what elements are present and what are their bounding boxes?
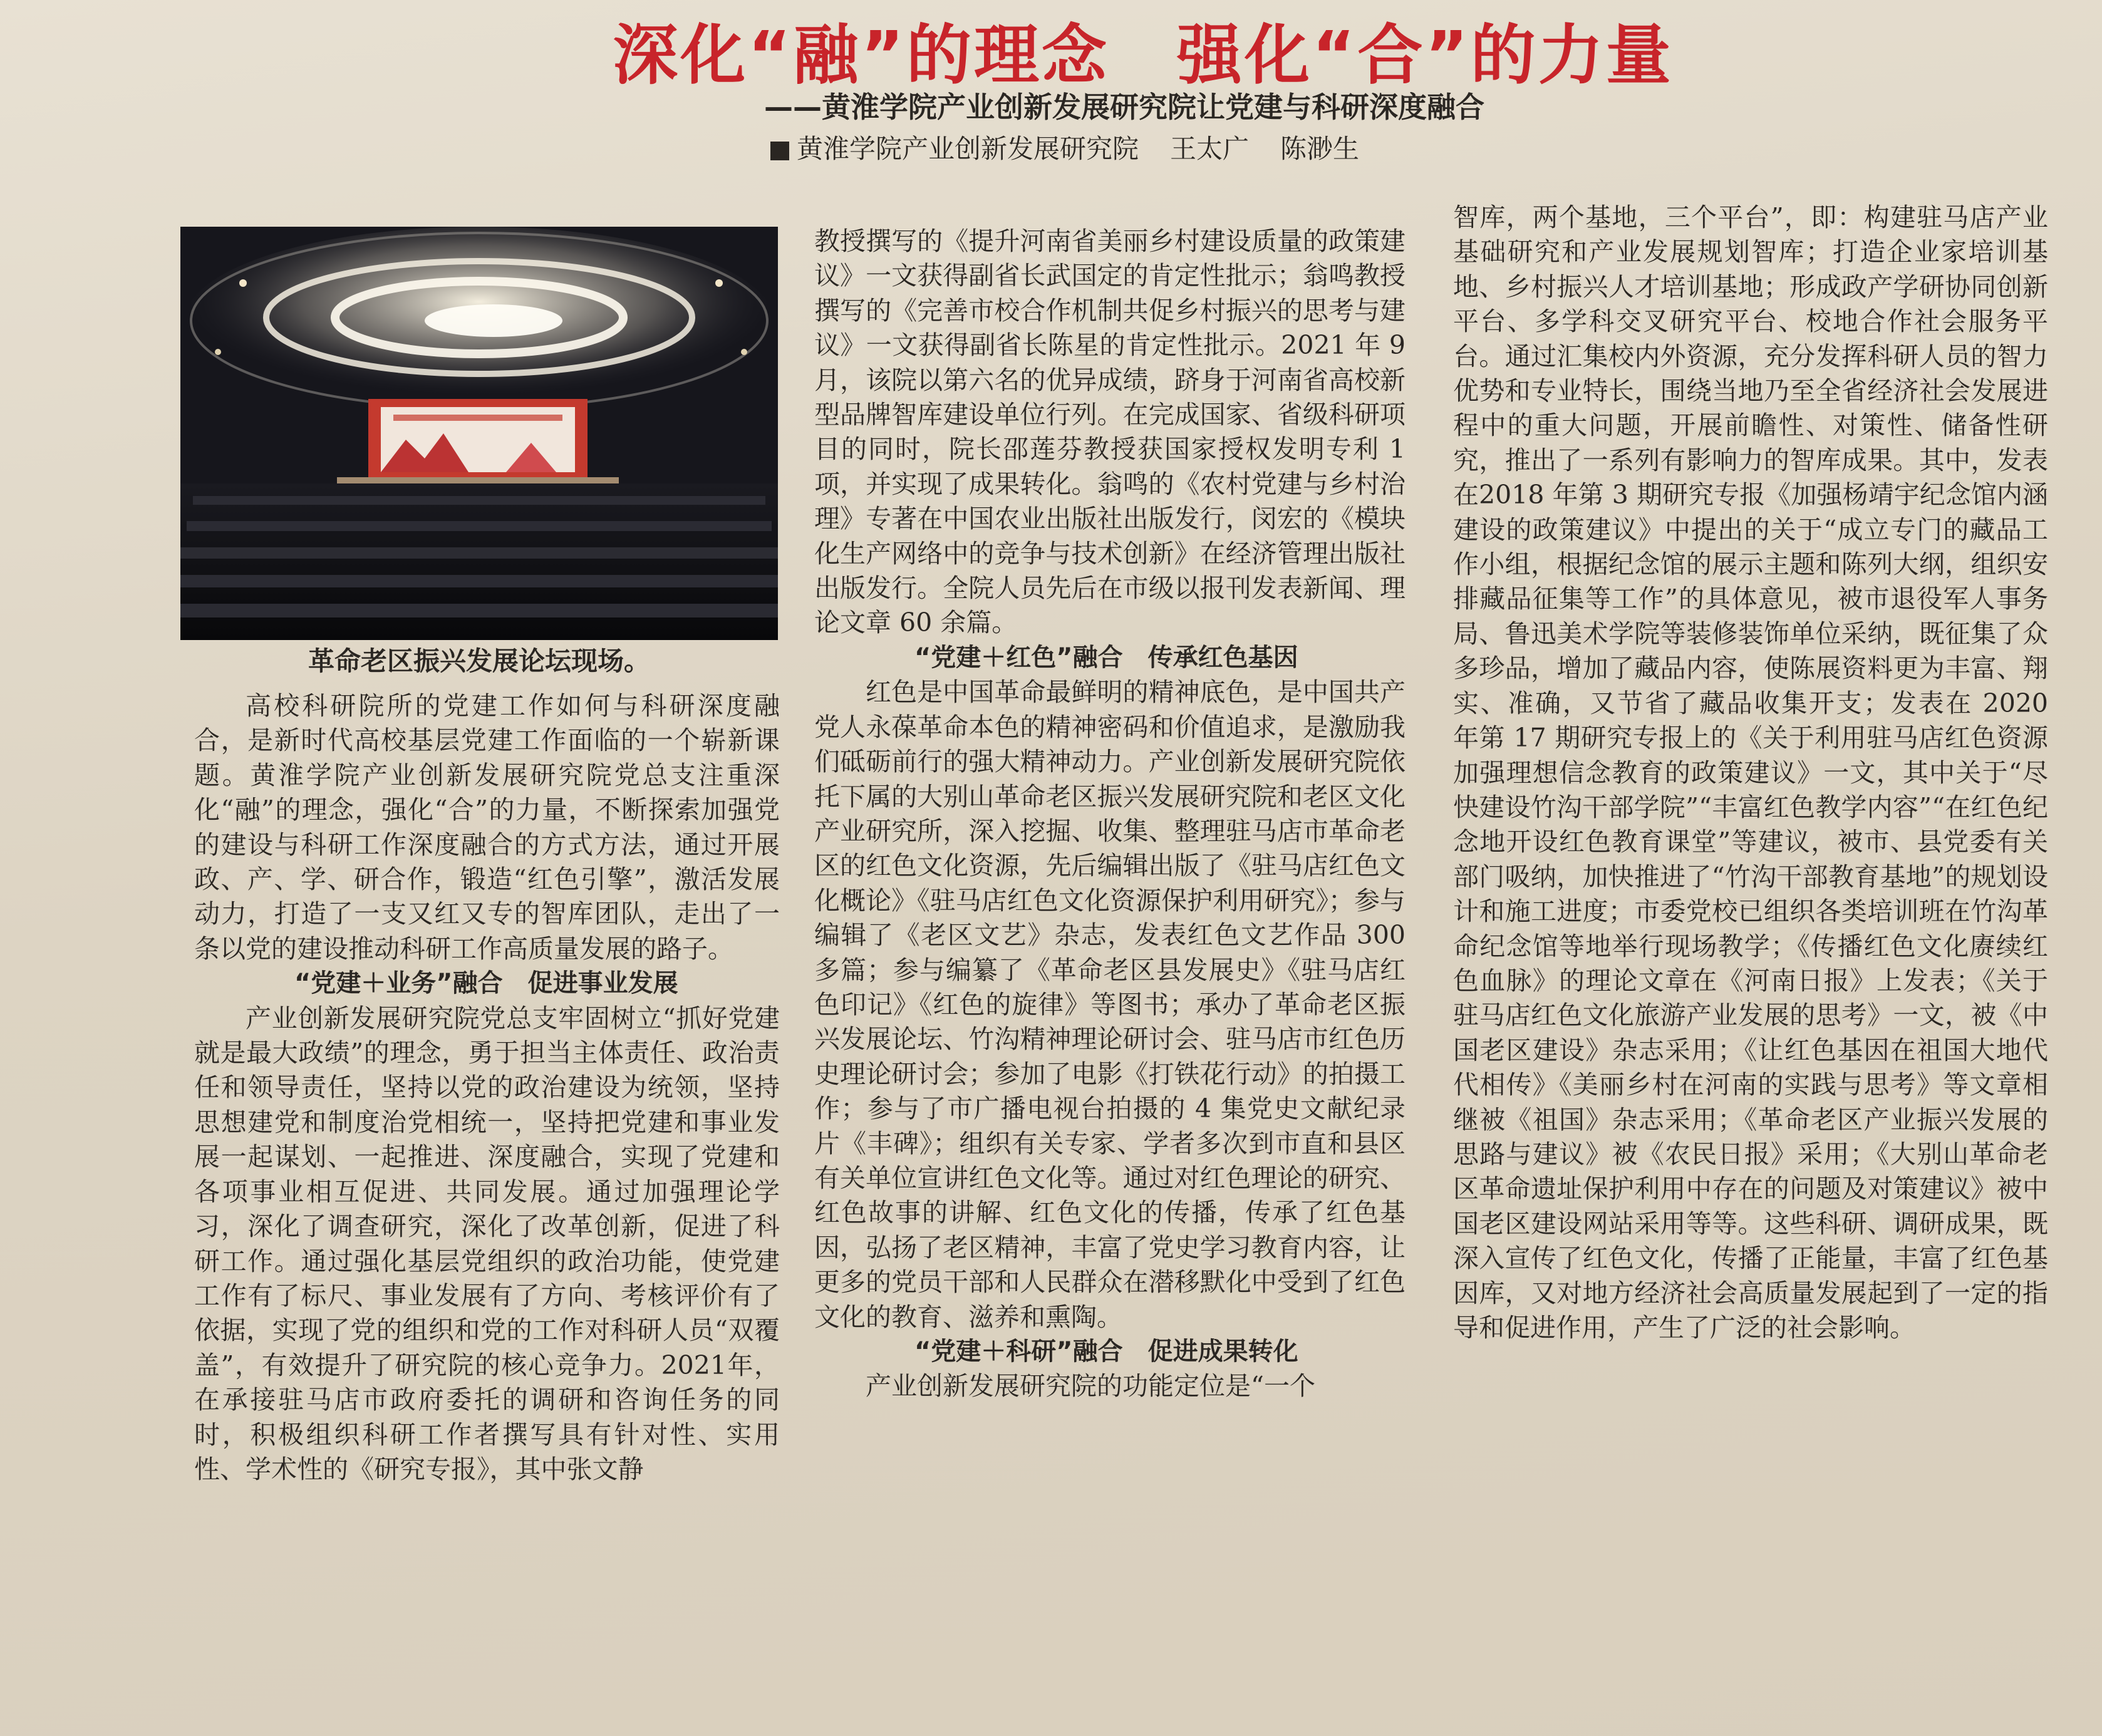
article-column-1 [194, 689, 780, 1487]
paragraph-research-continued: 智库，两个基地，三个平台”，即：构建驻马店产业基础研究和产业发展规划智库；打造企业家培训基地、乡村振兴人才培训基地；形成政产学研协同创新平台、多学科交叉研究平台、校地合作社会服务平台。通过汇集校内外资源，充分发挥科研人员的智力优势和专业特长，围绕当地乃至全省经济社会发展进程中的重大问题，开展前瞻性、对策性、储备性研究，推出了一系列有影响力的智库成果。其中，发表在2018 年第 3 期研究专报《加强杨靖宇纪念馆内涵建设的政策建议》中提出的关于“成立专门的藏品工作小组，根据纪念馆的展示主题和陈列大纲，组织安排藏品征集等工作”的具体意见，被市退役军人事务局、鲁迅美术学院等装修装饰单位采纳，既征集了众多珍品，增加了藏品内容，使陈展资料更为丰富、翔实、准确，又节省了藏品收集开支；发表在 2020 年第 17 期研究专报上的《关于利用驻马店红色资源 加强理想信念教育的政策建议》一文，其中关于“尽快建设竹沟干部学院”“丰富红色教学内容”“在红色纪念地开设红色教育课堂”等建议，被市、县党委有关部门吸纳，加快推进了“竹沟干部教育基地”的规划设计和施工进度；市委党校已组织各类培训班在竹沟革命纪念馆等地举行现场教学；《传播红色文化赓续红色血脉》的理论文章在《河南日报》上发表；《关于驻马店红色文化旅游产业发展的思考》一文，被《中国老区建设》杂志采用；《让红色基因在祖国大地代代相传》《美丽乡村在河南的实践与思考》等文章相继被《祖国》杂志采用；《革命老区产业振兴发展的思路与建议》被《农民日报》采用；《大别山革命老区革命遗址保护利用中存在的问题及对策建议》被中国老区建设网站采用等等。这些科研、调研成果，既深入宣传了红色文化，传播了正能量，丰富了红色基因库，又对地方经济社会高质量发展起到了一定的指导和促进作用，产生了广泛的社会影响。 [1453, 202, 2074, 1343]
headline: 深化“融”的理念 强化“合”的力量 [613, 17, 1674, 93]
photo-caption: 革命老区振兴发展论坛现场。 [308, 646, 650, 676]
auditorium-illustration [180, 227, 778, 640]
article-column-2 [814, 224, 1406, 1404]
byline-author-2: 陈渺生 [1280, 133, 1360, 164]
byline-org: 黄淮学院产业创新发展研究院 [797, 133, 1139, 164]
section-heading-research: “党建＋科研”融合 促进成果转化 [914, 1337, 1298, 1366]
article-column-3 [1453, 200, 2074, 1345]
paragraph-intro: 高校科研院所的党建工作如何与科研深度融合，是新时代高校基层党建工作面临的一个崭新课题。黄淮学院产业创新发展研究院党总支注重深化“融”的理念，强化“合”的力量，不断探索加强党的建设与科研工作深度融合的方式方法，通过开展政、产、学、研合作，锻造“红色引擎”，激活发展动力，打造了一支又红又专的智库团队，走出了一条以党的建设推动科研工作高质量发展的路子。 [194, 691, 780, 964]
subheadline: ——黄淮学院产业创新发展研究院让党建与科研深度融合 [764, 90, 1484, 124]
byline-author-1: 王太广 [1170, 133, 1250, 164]
square-bullet-icon [770, 142, 789, 160]
section-heading-business: “党建＋业务”融合 促进事业发展 [294, 969, 678, 998]
paragraph-business: 产业创新发展研究院党总支牢固树立“抓好党建就是最大政绩”的理念，勇于担当主体责任、政治责任和领导责任，坚持以党的政治建设为统领，坚持思想建党和制度治党相统一，坚持把党建和事业发展一起谋划、一起推进、深度融合，实现了党建和各项事业相互促进、共同发展。通过加强理论学习，深化了调查研究，深化了改革创新，促进了科研工作。通过强化基层党组织的政治功能，使党建工作有了标尺、事业发展有了方向、考核评价有了依据，实现了党的组织和党的工作对科研人员“双覆盖”，有效提升了研究院的核心竞争力。2021年，在承接驻马店市政府委托的调研和咨询任务的同时，积极组织科研工作者撰写具有针对性、实用性、学术性的《研究专报》，其中张文静 [194, 1003, 780, 1484]
paragraph-business-continued: 教授撰写的《提升河南省美丽乡村建设质量的政策建议》一文获得副省长武国定的肯定性批示；翁鸣教授撰写的《完善市校合作机制共促乡村振兴的思考与建议》一文获得副省长陈星的肯定性批示。2021 年 9 月，该院以第六名的优异成绩，跻身于河南省高校新型品牌智库建设单位行列。在完成国家、省级科研项目的同时，院长邵莲芬教授获国家授权发明专利 1 项，并实现了成果转化。翁鸣的《农村党建与乡村治理》专著在中国农业出版社出版发行，闵宏的《模块化生产网络中的竞争与技术创新》在经济管理出版社出版发行。全院人员先后在市级以报刊发表新闻、理论文章 60 余篇。 [814, 226, 1406, 638]
forum-photo [180, 227, 778, 640]
paragraph-red: 红色是中国革命最鲜明的精神底色，是中国共产党人永葆革命本色的精神密码和价值追求，是激励我们砥砺前行的强大精神动力。产业创新发展研究院依托下属的大别山革命老区振兴发展研究院和老区文化产业研究所，深入挖掘、收集、整理驻马店市革命老区的红色文化资源，先后编辑出版了《驻马店红色文化概论》《驻马店红色文化资源保护利用研究》；参与编辑了《老区文艺》杂志，发表红色文艺作品 300 多篇；参与编纂了《革命老区县发展史》《驻马店红色印记》《红色的旋律》等图书；承办了革命老区振兴发展论坛、竹沟精神理论研讨会、驻马店市红色历史理论研讨会；参加了电影《打铁花行动》的拍摄工作；参与了市广播电视台拍摄的 4 集党史文献纪录片《丰碑》；组织有关专家、学者多次到市直和县区有关单位宣讲红色文化等。通过对红色理论的研究、红色故事的讲解、红色文化的传播，传承了红色基因，弘扬了老区精神，丰富了党史学习教育内容，让更多的党员干部和人民群众在潜移默化中受到了红色文化的教育、滋养和熏陶。 [814, 677, 1406, 1332]
section-heading-red: “党建＋红色”融合 传承红色基因 [914, 643, 1298, 672]
byline [770, 129, 1522, 169]
paragraph-research: 产业创新发展研究院的功能定位是“一个 [866, 1371, 1315, 1402]
